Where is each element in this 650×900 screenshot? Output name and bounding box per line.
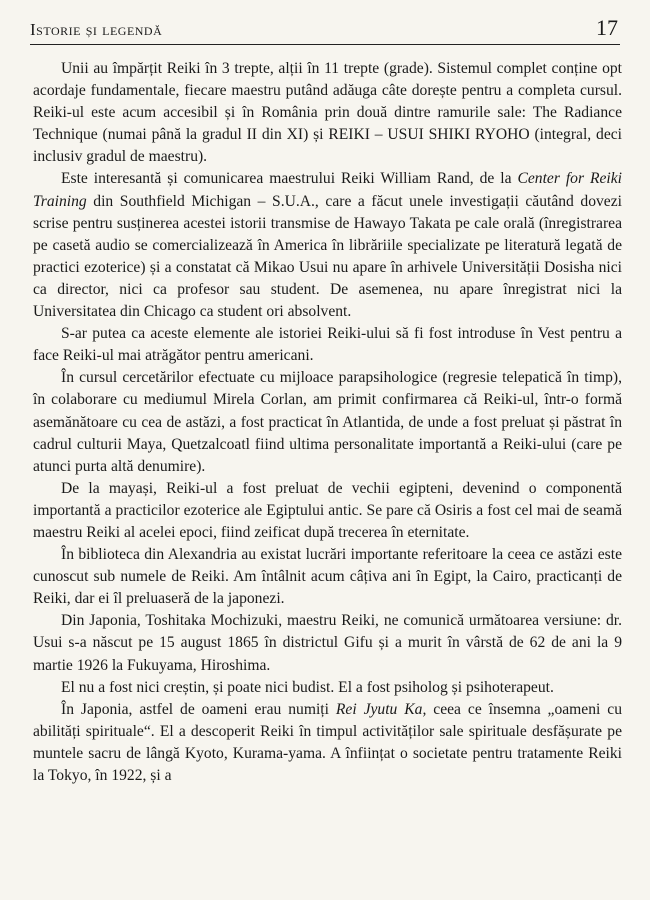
paragraph [33,478,622,544]
text-run: În Japonia, astfel de oameni erau numiți [61,700,336,718]
text-run: În biblioteca din Alexandria au existat lucrări importante referitoare la ceea ce astăzi este cunoscut sub numele de Reiki. Am întâlnit acum câțiva ani în Egipt, la Cairo, practicanți de Reiki, dar ei îl preluaseră de la japonezi. [33,546,622,608]
body-text [33,58,622,787]
text-run: El nu a fost nici creștin, și poate nici budist. El a fost psiholog și psihoterapeut. [61,678,554,696]
paragraph [33,168,622,323]
paragraph [33,58,622,168]
text-run: ceea ce însemna „oameni cu abilități spirituale“. El a descoperit Reiki în timpul activităților sale spirituale desfășurate pe muntele sacru de lângă Kyoto, Kurama-yama. A înființat o societate pentru tratamente Reiki la Tokyo, în 1922, și a [33,700,622,784]
paragraph [33,699,622,787]
paragraph [33,610,622,676]
text-run: Este interesantă și comunicarea maestrului Reiki William Rand, de la [61,170,518,188]
paragraph [33,544,622,610]
text-run: din Southfield Michigan – S.U.A., care a făcut unele investigații căutând dovezi scrise pentru susținerea acestei istorii transmise de Hawayo Takata pe cale orală (înregistrarea pe casetă audio se comercializează în America în librăriile specializate pe literatură legată de practici ezoterice) și a constatat că Mikao Usui nu apare în arhivele Universității Dosisha nici ca director, nici ca profesor sau student. De asemenea, nu apare înregistrat nici la Universitatea din Chicago ca student ori absolvent. [33,192,622,321]
page-number: 17 [596,15,618,40]
running-head: Istorie și legendă [30,20,163,39]
text-run: De la mayași, Reiki-ul a fost preluat de vechii egipteni, devenind o componentă importantă a practicilor ezoterice ale Egiptului antic. Se pare că Osiris a fost cel mai de seamă maestru Reiki al acelei epoci, fiind zeificat după trecerea în eternitate. [33,479,622,541]
paragraph [33,323,622,367]
text-run: În cursul cercetărilor efectuate cu mijloace parapsihologice (regresie telepatică în timp), în colaborare cu mediumul Mirela Corlan, am primit confirmarea că Reiki-ul, într-o formă asemănătoare cu cea de astăzi, a fost practicat în Atlantida, de unde a fost preluat și păstrat în cadrul culturii Maya, Quetzalcoatl fiind ultima personalitate importantă a Reiki-ului (care pe atunci purta altă denumire). [33,369,622,475]
paragraph [33,367,622,477]
paragraph [33,677,622,699]
text-run: Unii au împărțit Reiki în 3 trepte, alții în 11 trepte (grade). Sistemul complet conține opt acordaje fundamentale, fiecare maestru putând adăuga câte dorește pentru a completa cursul. Reiki-ul este acum accesibil și în România prin două dintre ramurile sale: The Radiance Technique (numai până la gradul II din XI) și REIKI – USUI SHIKI RYOHO (integral, deci inclusiv gradul de maestru). [33,60,622,166]
italic-text: Center for Reiki Training [33,170,623,210]
page-header [30,14,620,45]
text-run: S-ar putea ca aceste elemente ale istoriei Reiki-ului să fi fost introduse în Vest pentru a face Reiki-ul mai atrăgător pentru americani. [33,325,622,365]
text-run: Din Japonia, Toshitaka Mochizuki, maestru Reiki, ne comunică următoarea versiune: dr. Usui s-a născut pe 15 august 1865 în districtul Gifu și a murit în vârstă de 62 de ani la 9 martie 1926 la Fukuyama, Hiroshima. [33,612,622,674]
italic-text: Rei Jyutu Ka, [335,700,427,718]
